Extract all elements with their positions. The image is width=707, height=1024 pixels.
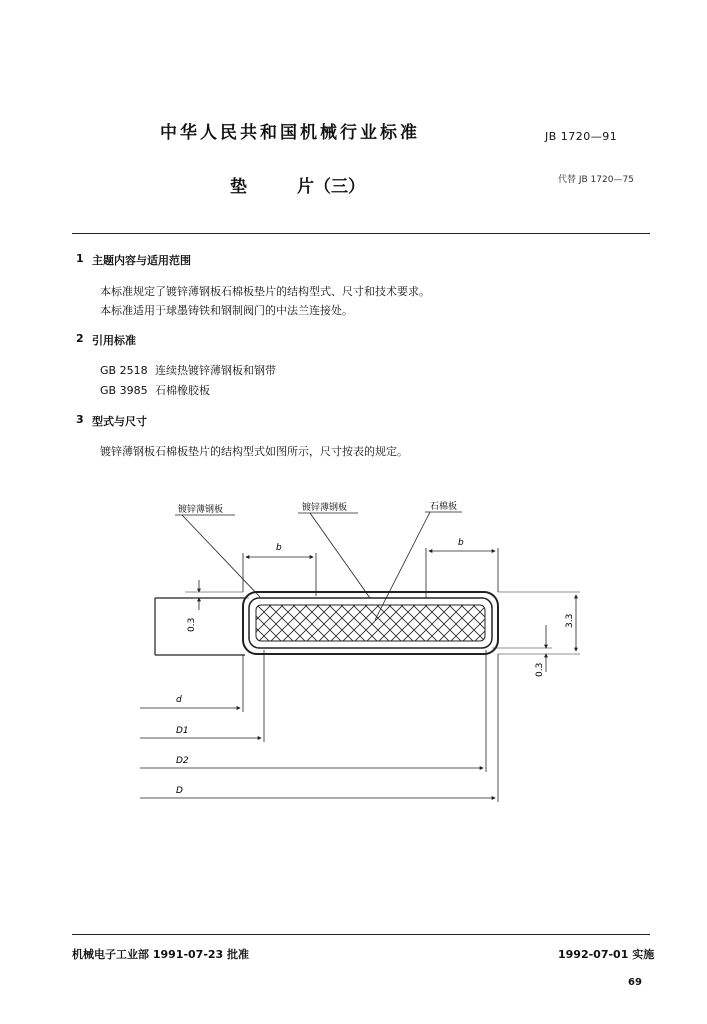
footer-divider — [72, 934, 650, 935]
label-zinc-sheet-left: 镀锌薄钢板 — [178, 505, 224, 515]
reference-code: GB 2518 — [100, 364, 148, 377]
section-1-number: 1 — [76, 252, 84, 265]
reference-title: 连续热镀锌薄钢板和钢带 — [155, 364, 276, 377]
section-3-number: 3 — [76, 413, 84, 426]
dim-D2: D2 — [176, 756, 189, 766]
section-2-number: 2 — [76, 332, 84, 345]
document-title-part-a: 垫 — [230, 177, 247, 197]
section-3-heading: 型式与尺寸 — [92, 415, 147, 428]
page-number: 69 — [628, 977, 642, 988]
reference-code: GB 3985 — [100, 384, 148, 397]
standard-number: JB 1720—91 — [545, 130, 618, 143]
label-asbestos: 石棉板 — [430, 502, 458, 512]
section-1-line-2: 本标准适用于球墨铸铁和钢制阀门的中法兰连接处。 — [100, 304, 353, 317]
dim-b-left: b — [276, 543, 282, 553]
dim-0-3-left: 0.3 — [187, 617, 197, 632]
section-1-line-1: 本标准规定了镀锌薄钢板石棉板垫片的结构型式、尺寸和技术要求。 — [100, 285, 430, 298]
effective-date: 1992-07-01 实施 — [558, 948, 655, 961]
dim-3-3: 3.3 — [565, 613, 575, 628]
label-zinc-sheet-mid: 镀锌薄钢板 — [302, 503, 348, 513]
standard-category-title: 中华人民共和国机械行业标准 — [160, 123, 420, 143]
dim-D: D — [176, 786, 183, 796]
dim-D1: D1 — [176, 726, 189, 736]
section-2-heading: 引用标准 — [92, 334, 136, 347]
asbestos-core — [256, 605, 485, 641]
flange-stub — [155, 598, 245, 655]
document-title-part-b: 片（三） — [297, 177, 365, 197]
dim-0-3-right: 0.3 — [535, 662, 545, 677]
section-1-heading: 主题内容与适用范围 — [92, 254, 191, 267]
replaces-standard: 代替 JB 1720—75 — [558, 175, 634, 185]
dim-d: d — [176, 695, 182, 705]
approval-info: 机械电子工业部 1991-07-23 批准 — [72, 948, 250, 961]
reference-title: 石棉橡胶板 — [155, 384, 210, 397]
dim-b-right: b — [458, 538, 464, 548]
section-3-line-1: 镀锌薄钢板石棉板垫片的结构型式如图所示，尺寸按表的规定。 — [100, 445, 408, 458]
